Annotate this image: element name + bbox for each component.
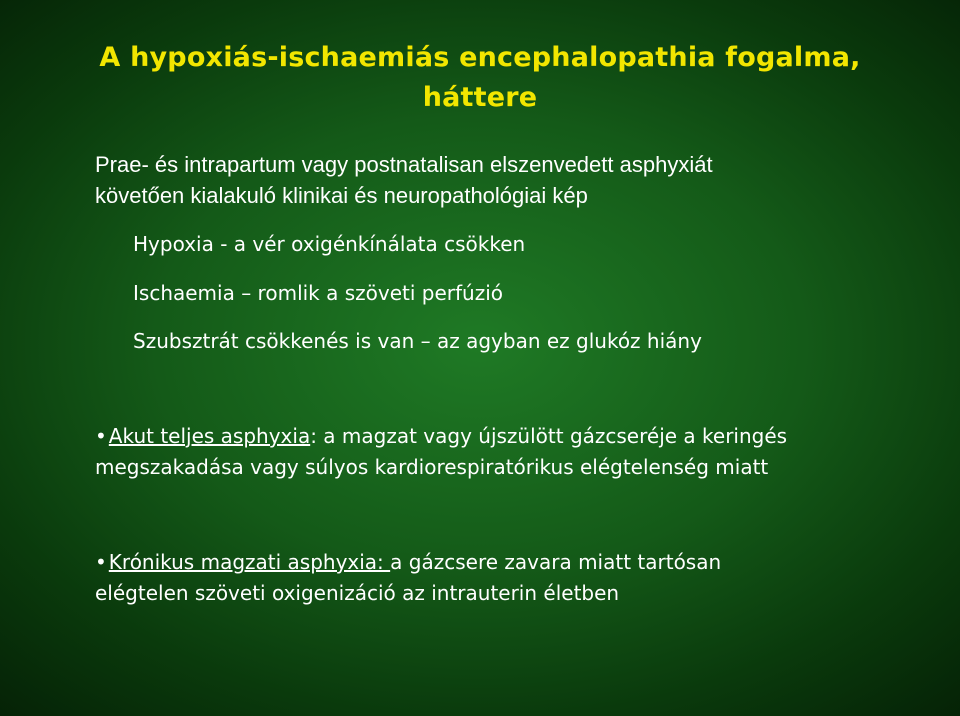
title-line-1: A hypoxiás-ischaemiás encephalopathia fogalma, <box>99 42 861 73</box>
bullet-akut-line-1 <box>95 421 787 451</box>
intro-line-1: Prae- és intrapartum vagy postnatalisan elszenvedett asphyxiát <box>95 152 713 177</box>
bullet-kronikus-line-1 <box>95 547 721 577</box>
bullet-akut-term: Akut teljes asphyxia <box>108 424 311 448</box>
sub-item-ischaemia: Ischaemia – romlik a szöveti perfúzió <box>133 281 504 305</box>
title-line-2: háttere <box>422 82 538 113</box>
sub-item-szubsztrat: Szubsztrát csökkenés is van – az agyban ez glukóz hiány <box>133 329 702 353</box>
bullet-akut-rest: : a magzat vagy újszülött gázcseréje a keringés <box>310 424 788 448</box>
sub-item-hypoxia: Hypoxia - a vér oxigénkínálata csökken <box>133 232 526 256</box>
slide-title <box>40 38 920 118</box>
bullet-kronikus-line-2: elégtelen szöveti oxigenizáció az intrauterin életben <box>95 581 620 605</box>
bullet-kronikus-rest: a gázcsere zavara miatt tartósan <box>390 550 722 574</box>
bullet-marker: • <box>95 550 107 574</box>
bullet-kronikus-term: Krónikus magzati asphyxia: <box>108 550 391 574</box>
bullet-akut-line-2: megszakadása vagy súlyos kardiorespiratórikus elégtelenség miatt <box>95 455 769 479</box>
bullet-marker: • <box>95 424 107 448</box>
intro-line-2: követően kialakuló klinikai és neuropathológiai kép <box>95 183 588 208</box>
